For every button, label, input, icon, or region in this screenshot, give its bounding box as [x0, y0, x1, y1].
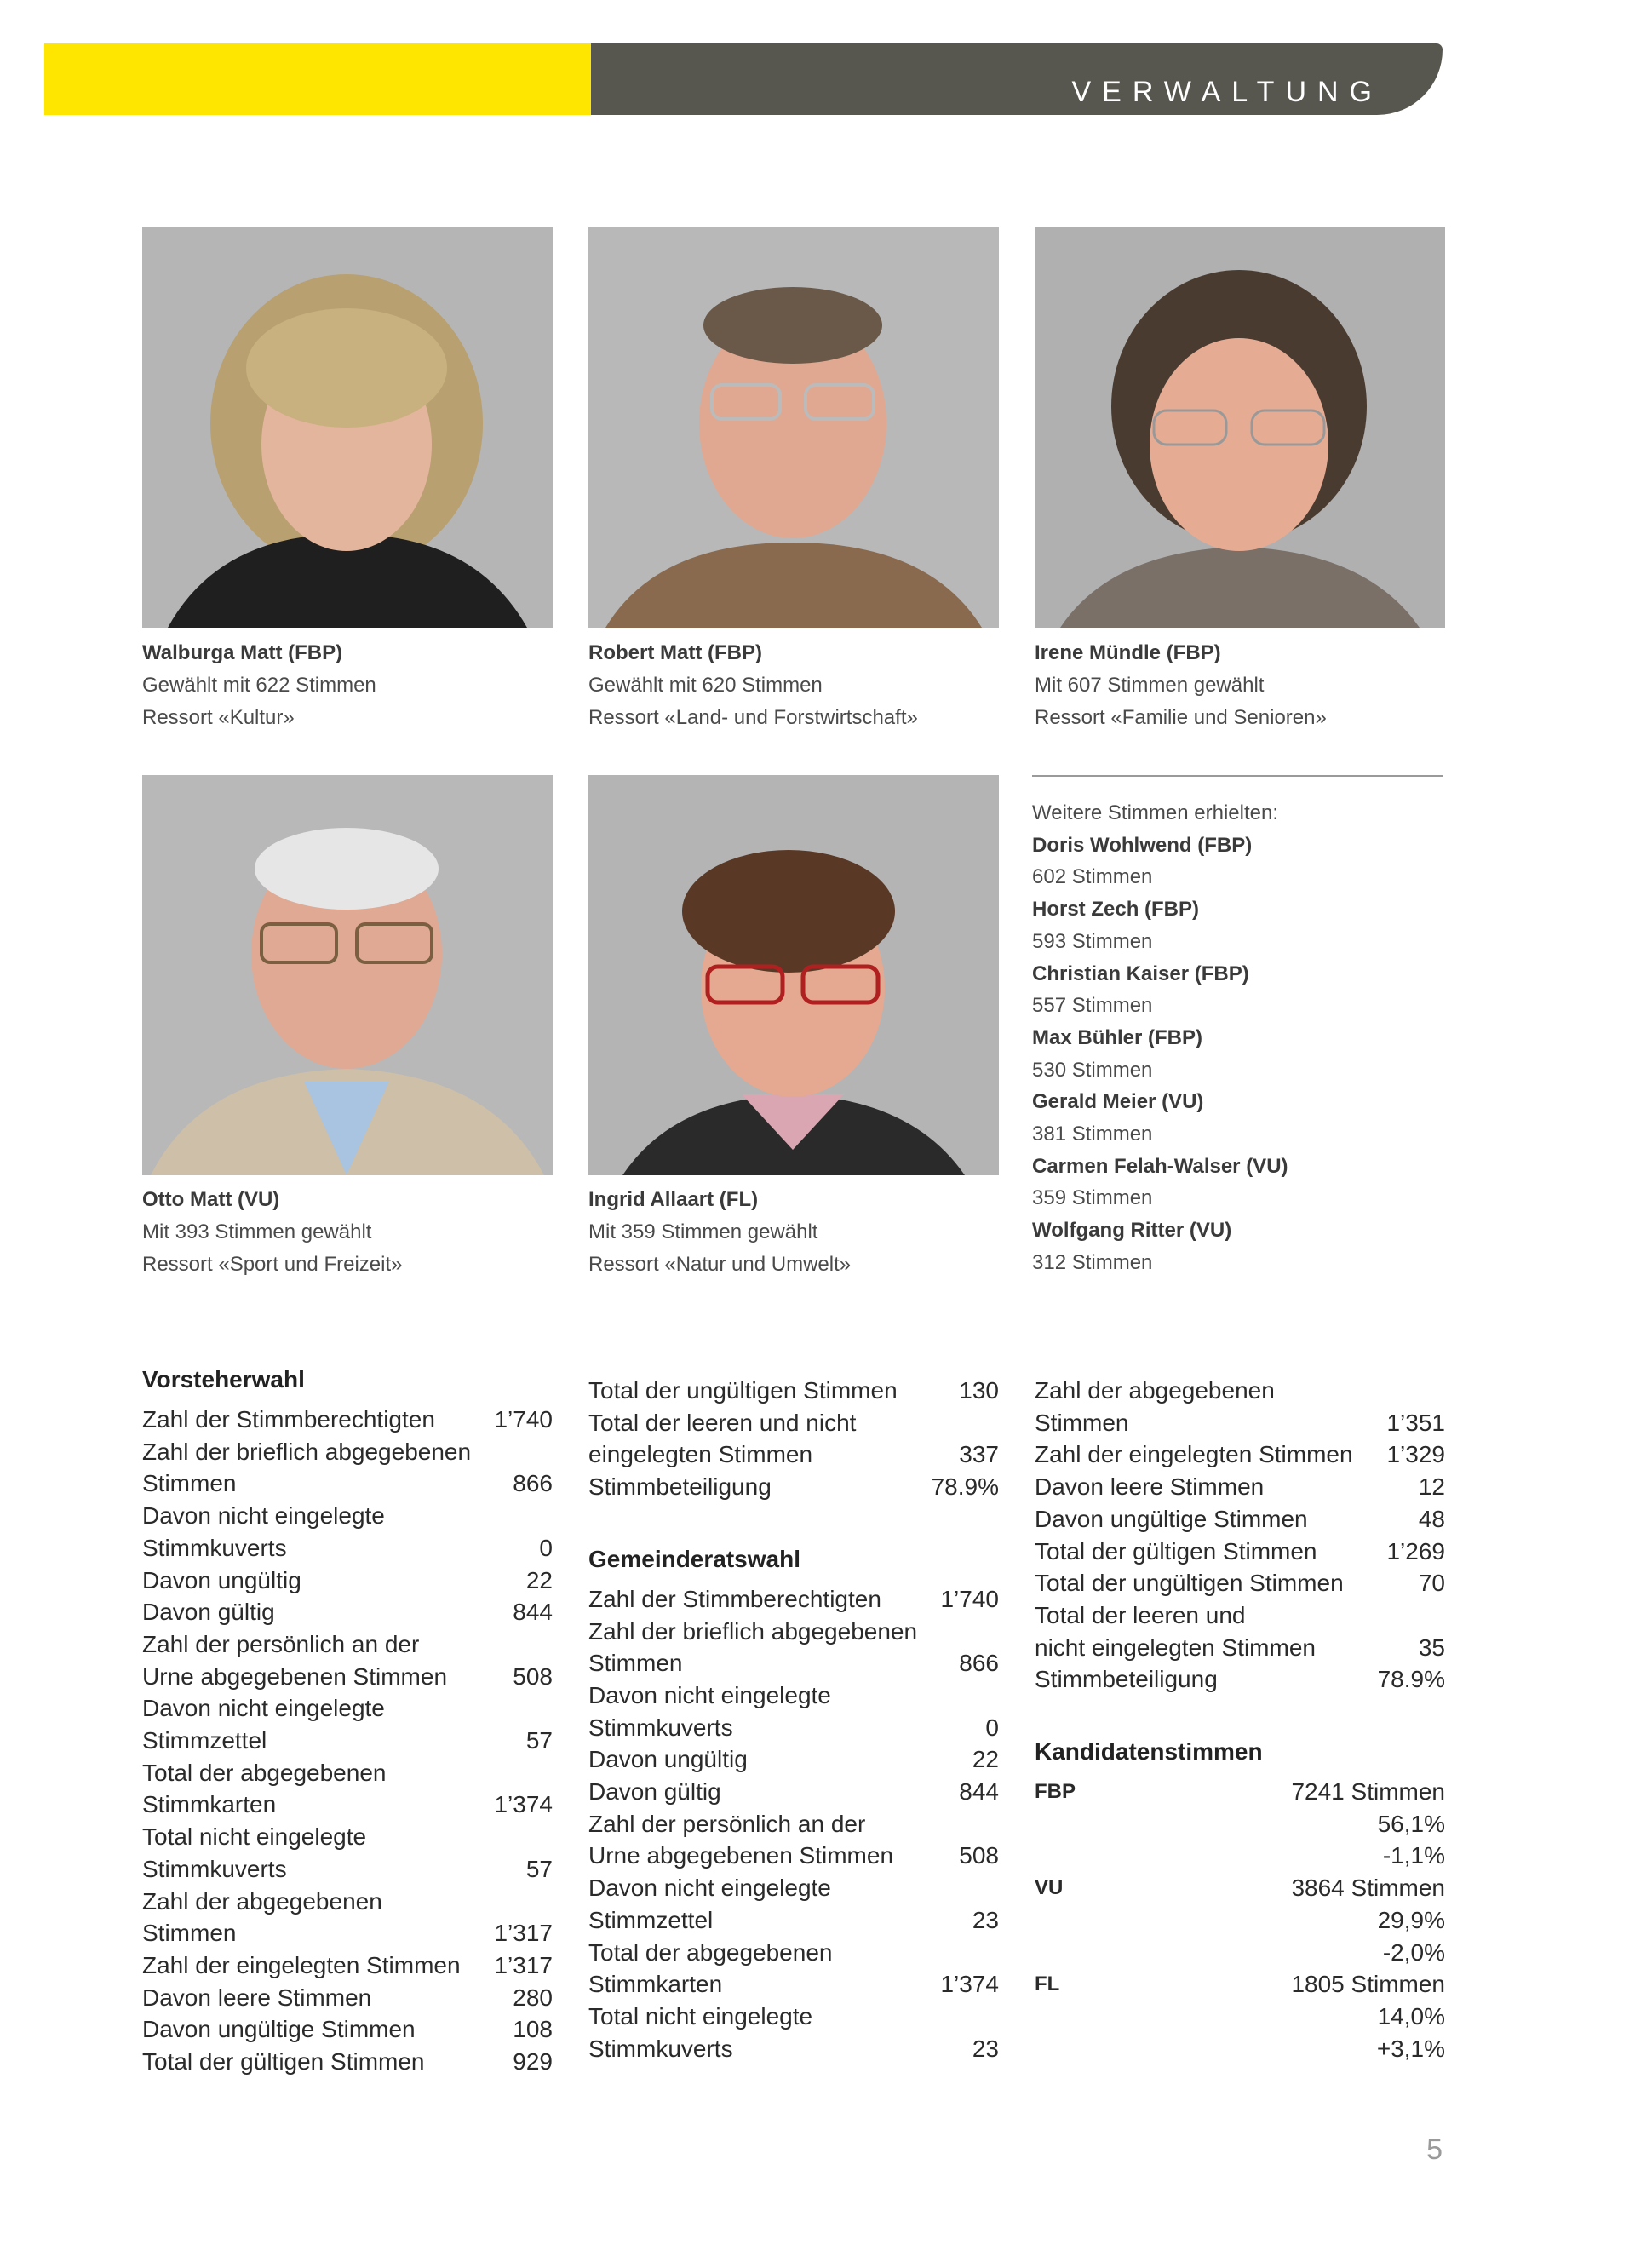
caption-walburga-matt: [142, 637, 559, 734]
table-row: [588, 1712, 999, 1744]
member-votes: Mit 393 Stimmen gewählt: [142, 1220, 372, 1243]
row-label: Zahl der persönlich an der: [142, 1630, 420, 1657]
table-row: [1035, 1808, 1445, 1840]
table-row: [1035, 1375, 1445, 1407]
row-label: Stimmen: [588, 1650, 683, 1677]
table-row: [1035, 1632, 1445, 1664]
member-name: Irene Mündle (FBP): [1035, 641, 1221, 664]
table-row: [1035, 1599, 1445, 1632]
row-label: Davon gültig: [588, 1778, 721, 1806]
table-row: [1035, 1840, 1445, 1872]
table-row: [142, 1500, 553, 1532]
row-value: 7241 Stimmen: [1291, 1778, 1445, 1806]
row-value: 57: [525, 1727, 553, 1754]
row-label: Stimmbeteiligung: [588, 1473, 772, 1501]
row-label: Stimmkuverts: [142, 1855, 287, 1882]
table-row: [588, 2033, 999, 2065]
row-value: 1’317: [494, 1951, 553, 1978]
vorsteherwahl-title: Vorsteherwahl: [142, 1366, 305, 1392]
row-value: 0: [985, 1714, 999, 1741]
portrait-irene-muendle: [1035, 227, 1445, 628]
row-label: Zahl der abgegebenen: [1035, 1377, 1275, 1404]
table-row: [588, 1776, 999, 1808]
row-label: Total der abgegebenen: [588, 1938, 833, 1966]
row-label: Davon ungültig: [588, 1746, 748, 1773]
member-ressort: Ressort «Sport und Freizeit»: [142, 1253, 403, 1276]
row-value: 280: [513, 1984, 553, 2011]
row-label: Stimmkuverts: [588, 2035, 733, 2062]
table-row: [1035, 2001, 1445, 2033]
page-number: 5: [1426, 2133, 1443, 2166]
member-votes: Mit 607 Stimmen gewählt: [1035, 674, 1265, 697]
row-value: 48: [1418, 1505, 1445, 1532]
row-value: 844: [959, 1778, 999, 1806]
portrait-ingrid-allaart: [588, 775, 999, 1175]
row-value: -1,1%: [1382, 1842, 1445, 1869]
right-column: [1035, 1375, 1445, 2064]
table-row: [588, 1904, 999, 1937]
candidate-name: Carmen Felah-Walser (VU): [1032, 1154, 1288, 1178]
row-label: VU: [1035, 1876, 1064, 1900]
row-value: 29,9%: [1377, 1906, 1445, 1933]
table-row: [142, 1853, 553, 1886]
header-grey-bar: [591, 43, 1443, 115]
row-label: Davon gültig: [142, 1599, 275, 1626]
row-label: Stimmkuverts: [142, 1534, 287, 1561]
table-row: [588, 1583, 999, 1616]
table-row: [1035, 1567, 1445, 1599]
table-row: [1035, 1937, 1445, 1969]
row-label: Davon nicht eingelegte: [588, 1875, 831, 1902]
row-label: Stimmkarten: [142, 1791, 277, 1818]
row-value: 22: [525, 1566, 553, 1593]
member-ressort: Ressort «Familie und Senioren»: [1035, 706, 1327, 729]
row-label: Zahl der Stimmberechtigten: [142, 1406, 435, 1433]
row-value: 337: [959, 1441, 999, 1468]
row-value: 1’317: [494, 1920, 553, 1947]
row-value: 866: [513, 1470, 553, 1497]
table-row: [588, 1743, 999, 1776]
row-label: Stimmzettel: [142, 1727, 267, 1754]
row-label: Total der gültigen Stimmen: [142, 2048, 425, 2076]
gemeinderatswahl-title: Gemeinderatswahl: [588, 1545, 800, 1572]
row-label: Davon ungültige Stimmen: [142, 2016, 416, 2043]
row-value: 1’374: [940, 1971, 999, 1998]
row-label: FL: [1035, 1972, 1060, 1996]
table-row: [142, 1886, 553, 1918]
candidate-name: Wolfgang Ritter (VU): [1032, 1219, 1232, 1243]
row-value: 70: [1418, 1570, 1445, 1597]
table-row: [142, 1436, 553, 1468]
table-row: [142, 1628, 553, 1661]
row-label: Total der leeren und nicht: [588, 1409, 857, 1436]
row-label: Zahl der abgegebenen: [142, 1887, 382, 1915]
member-name: Walburga Matt (FBP): [142, 641, 343, 664]
row-value: 130: [959, 1377, 999, 1404]
row-label: Zahl der brieflich abgegebenen: [142, 1438, 472, 1465]
row-value: 56,1%: [1377, 1810, 1445, 1837]
table-row: [1035, 1503, 1445, 1536]
row-value: 1’351: [1386, 1409, 1445, 1436]
caption-otto-matt: [142, 1184, 559, 1281]
table-row: [142, 1982, 553, 2014]
row-value: 14,0%: [1377, 2002, 1445, 2030]
table-row: [1035, 1438, 1445, 1471]
row-label: Stimmkarten: [588, 1971, 723, 1998]
table-row: [142, 1692, 553, 1725]
row-value: 508: [959, 1842, 999, 1869]
middle-column: [588, 1375, 999, 2064]
member-votes: Mit 359 Stimmen gewählt: [588, 1220, 818, 1243]
member-ressort: Ressort «Natur und Umwelt»: [588, 1253, 852, 1276]
table-row: [588, 1840, 999, 1872]
table-row: [588, 1471, 999, 1503]
further-votes-intro: Weitere Stimmen erhielten:: [1032, 801, 1279, 824]
table-row: [142, 1821, 553, 1853]
member-name: Otto Matt (VU): [142, 1188, 280, 1211]
kandidatenstimmen-title: Kandidatenstimmen: [1035, 1738, 1263, 1766]
row-label: Urne abgegebenen Stimmen: [588, 1842, 894, 1869]
candidate-votes: 602 Stimmen: [1032, 865, 1153, 889]
candidate-votes: 359 Stimmen: [1032, 1186, 1153, 1210]
table-row: [1035, 1471, 1445, 1503]
row-label: Zahl der persönlich an der: [588, 1810, 866, 1837]
candidate-votes: 557 Stimmen: [1032, 994, 1153, 1018]
portrait-walburga-matt: [142, 227, 553, 628]
caption-robert-matt: [588, 637, 1006, 734]
row-label: Total der gültigen Stimmen: [1035, 1537, 1317, 1565]
row-label: Stimmen: [142, 1920, 237, 1947]
member-votes: Gewählt mit 622 Stimmen: [142, 674, 376, 697]
table-row: [588, 1679, 999, 1712]
member-name: Robert Matt (FBP): [588, 641, 762, 664]
table-row: [142, 1565, 553, 1597]
row-label: Zahl der eingelegten Stimmen: [1035, 1441, 1353, 1468]
row-label: Stimmbeteiligung: [1035, 1666, 1218, 1693]
table-row: [588, 1375, 999, 1407]
row-label: Urne abgegebenen Stimmen: [142, 1662, 448, 1690]
member-votes: Gewählt mit 620 Stimmen: [588, 674, 823, 697]
table-row: [142, 2046, 553, 2078]
row-label: Davon nicht eingelegte: [142, 1695, 385, 1722]
row-label: eingelegten Stimmen: [588, 1441, 813, 1468]
row-label: nicht eingelegten Stimmen: [1035, 1634, 1316, 1661]
table-row: [588, 1647, 999, 1679]
vorsteherwahl-table: [142, 1361, 553, 2078]
table-row: [588, 1808, 999, 1840]
row-value: 1805 Stimmen: [1291, 1971, 1445, 1998]
caption-ingrid-allaart: [588, 1184, 1006, 1281]
table-row: [1035, 1872, 1445, 1904]
table-row: [1035, 1904, 1445, 1937]
table-row: [588, 1872, 999, 1904]
candidate-name: Horst Zech (FBP): [1032, 898, 1200, 922]
caption-irene-muendle: [1035, 637, 1452, 734]
row-value: 35: [1418, 1634, 1445, 1661]
row-value: +3,1%: [1376, 2035, 1445, 2062]
table-row: [588, 1616, 999, 1648]
candidate-name: Doris Wohlwend (FBP): [1032, 833, 1253, 857]
row-label: Davon nicht eingelegte: [142, 1502, 385, 1530]
table-row: [1035, 2033, 1445, 2065]
divider-line: [1032, 775, 1443, 777]
table-row: [142, 1789, 553, 1821]
row-value: 22: [972, 1746, 999, 1773]
row-label: Stimmkuverts: [588, 1714, 733, 1741]
row-label: Stimmen: [1035, 1409, 1129, 1436]
row-value: 1’740: [940, 1585, 999, 1612]
row-label: Davon leere Stimmen: [1035, 1473, 1265, 1501]
row-value: 12: [1418, 1473, 1445, 1501]
row-label: Davon ungültig: [142, 1566, 301, 1593]
row-label: Total der ungültigen Stimmen: [588, 1377, 898, 1404]
table-row: [588, 1937, 999, 1969]
row-label: Davon ungültige Stimmen: [1035, 1505, 1308, 1532]
table-row: [142, 1404, 553, 1436]
table-row: [142, 1917, 553, 1949]
table-row: [1035, 1776, 1445, 1808]
row-label: Stimmen: [142, 1470, 237, 1497]
row-label: Total nicht eingelegte: [142, 1823, 367, 1851]
candidate-name: Max Bühler (FBP): [1032, 1025, 1203, 1049]
table-row: [142, 1467, 553, 1500]
row-value: 1’329: [1386, 1441, 1445, 1468]
row-label: Zahl der eingelegten Stimmen: [142, 1951, 461, 1978]
table-row: [142, 2013, 553, 2046]
table-row: [588, 1438, 999, 1471]
row-label: Stimmzettel: [588, 1906, 714, 1933]
table-row: [1035, 1663, 1445, 1696]
candidate-name: Gerald Meier (VU): [1032, 1090, 1204, 1114]
row-label: Total der abgegebenen: [142, 1759, 387, 1786]
table-row: [588, 1968, 999, 2001]
further-votes-list: [1032, 797, 1449, 1279]
table-row: [1035, 1407, 1445, 1439]
table-row: [142, 1661, 553, 1693]
member-name: Ingrid Allaart (FL): [588, 1188, 759, 1211]
table-row: [142, 1532, 553, 1565]
table-row: [588, 1407, 999, 1439]
row-value: 866: [959, 1650, 999, 1677]
row-label: Total nicht eingelegte: [588, 2002, 813, 2030]
row-label: FBP: [1035, 1780, 1076, 1804]
portrait-robert-matt: [588, 227, 999, 628]
member-ressort: Ressort «Kultur»: [142, 706, 295, 729]
table-row: [1035, 1968, 1445, 2001]
candidate-votes: 312 Stimmen: [1032, 1250, 1153, 1274]
row-value: -2,0%: [1382, 1938, 1445, 1966]
row-value: 1’374: [494, 1791, 553, 1818]
row-value: 78.9%: [1377, 1666, 1445, 1693]
row-value: 108: [513, 2016, 553, 2043]
row-value: 844: [513, 1599, 553, 1626]
row-label: Zahl der brieflich abgegebenen: [588, 1617, 918, 1645]
portrait-otto-matt: [142, 775, 553, 1175]
row-value: 57: [525, 1855, 553, 1882]
row-label: Zahl der Stimmberechtigten: [588, 1585, 881, 1612]
row-label: Total der ungültigen Stimmen: [1035, 1570, 1344, 1597]
row-value: 3864 Stimmen: [1291, 1875, 1445, 1902]
row-value: 929: [513, 2048, 553, 2076]
candidate-votes: 593 Stimmen: [1032, 929, 1153, 953]
candidate-votes: 530 Stimmen: [1032, 1058, 1153, 1082]
row-value: 1’269: [1386, 1537, 1445, 1565]
row-label: Total der leeren und: [1035, 1601, 1246, 1628]
table-row: [142, 1596, 553, 1628]
row-label: Davon nicht eingelegte: [588, 1681, 831, 1708]
table-row: [588, 2001, 999, 2033]
table-row: [1035, 1536, 1445, 1568]
row-value: 23: [972, 2035, 999, 2062]
row-value: 508: [513, 1662, 553, 1690]
section-title: VERWALTUNG: [1071, 76, 1383, 108]
row-value: 23: [972, 1906, 999, 1933]
member-ressort: Ressort «Land- und Forstwirtschaft»: [588, 706, 918, 729]
table-row: [142, 1949, 553, 1982]
header-yellow-bar: [44, 43, 591, 115]
candidate-name: Christian Kaiser (FBP): [1032, 962, 1249, 985]
row-value: 0: [539, 1534, 553, 1561]
table-row: [142, 1725, 553, 1757]
row-value: 78.9%: [931, 1473, 999, 1501]
row-value: 1’740: [494, 1406, 553, 1433]
candidate-votes: 381 Stimmen: [1032, 1123, 1153, 1146]
table-row: [142, 1757, 553, 1789]
row-label: Davon leere Stimmen: [142, 1984, 372, 2011]
